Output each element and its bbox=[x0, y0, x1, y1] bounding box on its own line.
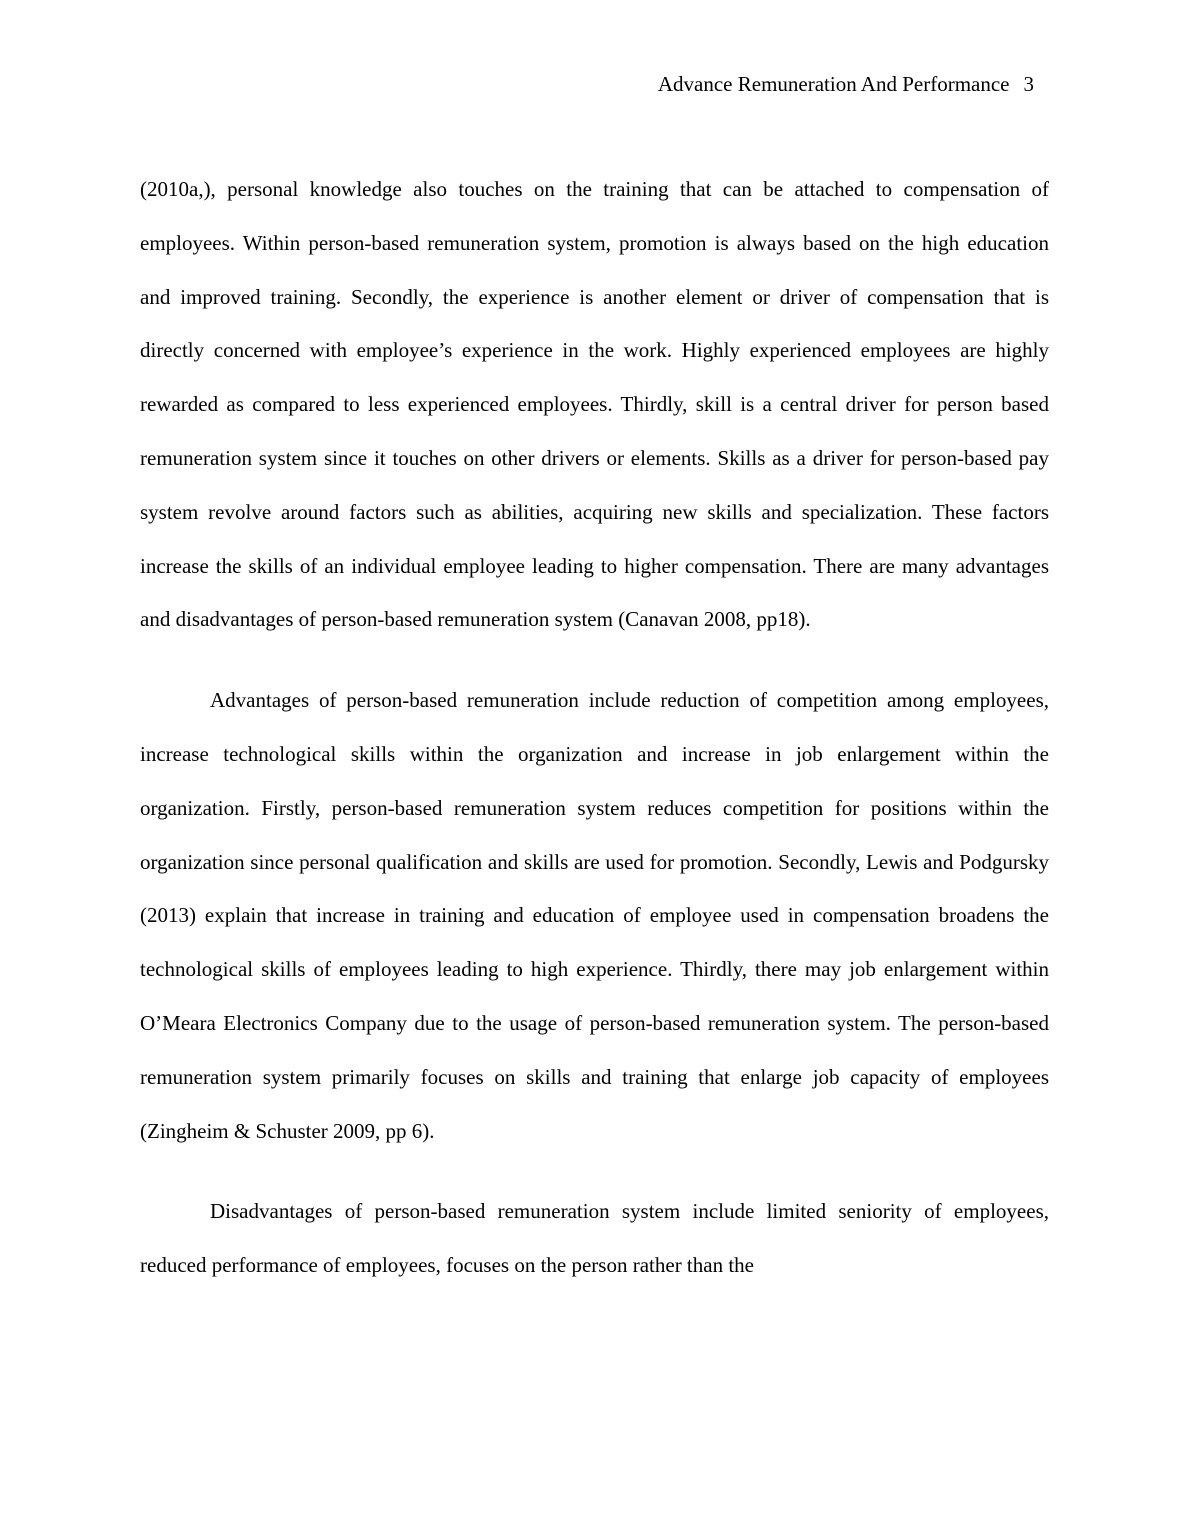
paragraph-disadvantages: Disadvantages of person-based remuneration system include limited seniority of employees, reduced performance of employees, focuses on the person rather than the bbox=[140, 1199, 1049, 1278]
running-head bbox=[658, 70, 1034, 98]
body-text bbox=[140, 163, 1049, 1320]
paragraph-advantages: Advantages of person-based remuneration include reduction of competition among employees, increase technological skills within the organization and increase in job enlargement within the organization. Firstly, person-based remuneration system reduces competition for positions within the organization since personal qualification and skills are used for promotion. Secondly, Lewis and Podgursky (2013) explain that increase in training and education of employee used in compensation broadens the technological skills of employees leading to high experience. Thirdly, there may job enlargement within O’Meara Electronics Company due to the usage of person-based remuneration system. The person-based remuneration system primarily focuses on skills and training that enlarge job capacity of employees (Zingheim & Schuster 2009, pp 6). bbox=[140, 688, 1049, 1143]
page-number: 3 bbox=[1023, 72, 1034, 96]
paragraph-continued: (2010a,), personal knowledge also touches on the training that can be attached to compensation of employees. Within person-based remuneration system, promotion is always based on the high education and improved training. Secondly, the experience is another element or driver of compensation that is directly concerned with employee’s experience in the work. Highly experienced employees are highly rewarded as compared to less experienced employees. Thirdly, skill is a central driver for person based remuneration system since it touches on other drivers or elements. Skills as a driver for person-based pay system revolve around factors such as abilities, acquiring new skills and specialization. These factors increase the skills of an individual employee leading to higher compensation. There are many advantages and disadvantages of person-based remuneration system (Canavan 2008, pp18). bbox=[140, 177, 1049, 632]
running-head-title: Advance Remuneration And Performance bbox=[657, 72, 1010, 96]
